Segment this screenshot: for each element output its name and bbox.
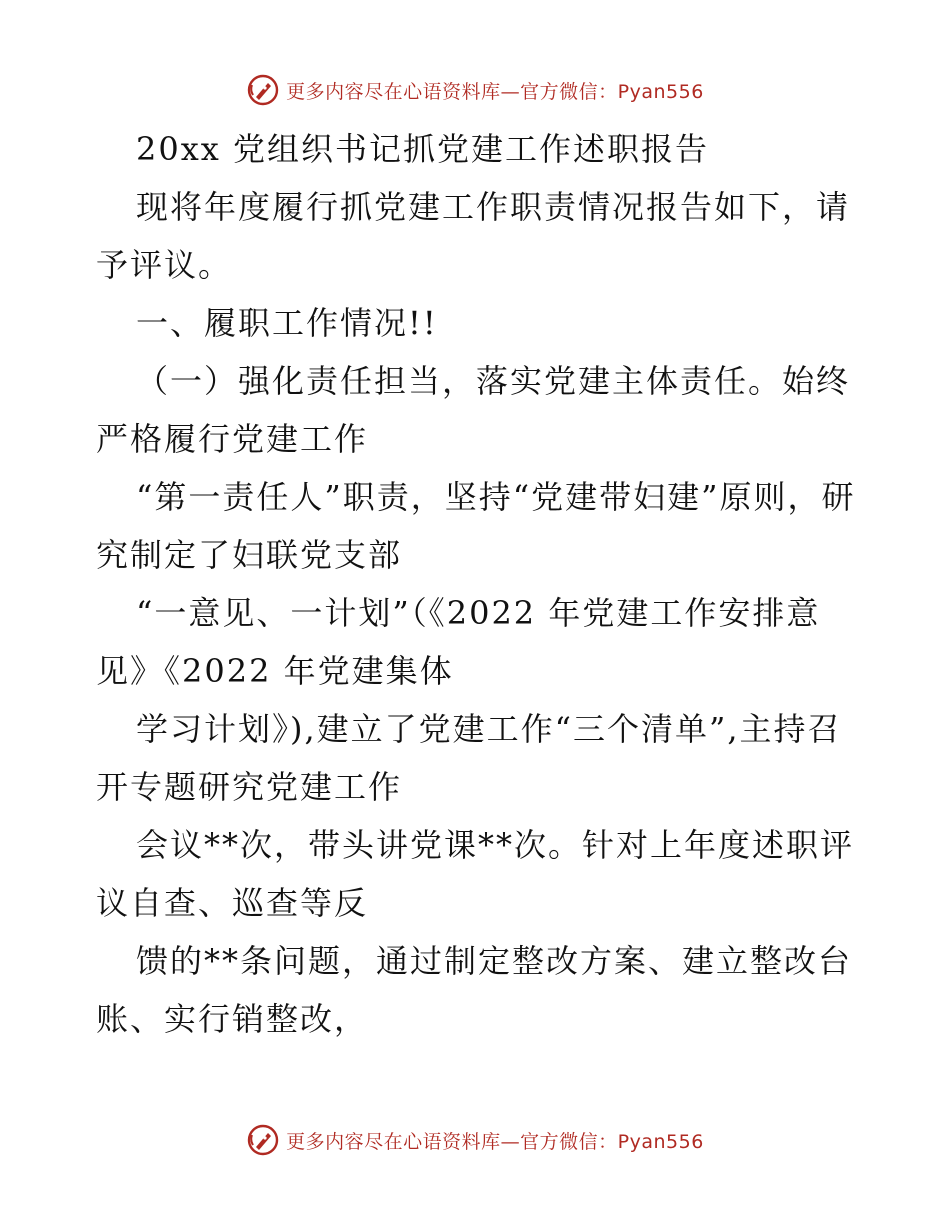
header-watermark — [0, 70, 950, 110]
paragraph: 馈的**条问题，通过制定整改方案、建立整改台账、实行销整改， — [96, 942, 853, 1038]
watermark-text: 更多内容尽在心语资料库—官方微信：Pyan556 — [286, 1130, 704, 1153]
paragraph: “一意见、一计划”（《2022 年党建工作安排意见》《2022 年党建集体 — [96, 594, 821, 690]
section-heading: 一、履职工作情况!! — [136, 304, 438, 342]
document-title: 20xx 党组织书记抓党建工作述职报告 — [136, 130, 709, 168]
paragraph: “第一责任人”职责，坚持“党建带妇建”原则，研究制定了妇联党支部 — [96, 478, 856, 574]
paragraph: （一）强化责任担当，落实党建主体责任。始终严格履行党建工作 — [96, 362, 851, 458]
paragraph: 现将年度履行抓党建工作职责情况报告如下，请予评议。 — [96, 188, 851, 284]
footer-watermark — [0, 1120, 950, 1160]
watermark-text: 更多内容尽在心语资料库—官方微信：Pyan556 — [286, 80, 704, 103]
pen-nib-circle-icon — [246, 73, 280, 107]
paragraph: 会议**次，带头讲党课**次。针对上年度述职评议自查、巡查等反 — [96, 826, 855, 922]
document-body — [96, 120, 856, 1048]
paragraph: 学习计划》),建立了党建工作“三个清单”,主持召开专题研究党建工作 — [96, 710, 842, 806]
pen-nib-circle-icon — [246, 1123, 280, 1157]
